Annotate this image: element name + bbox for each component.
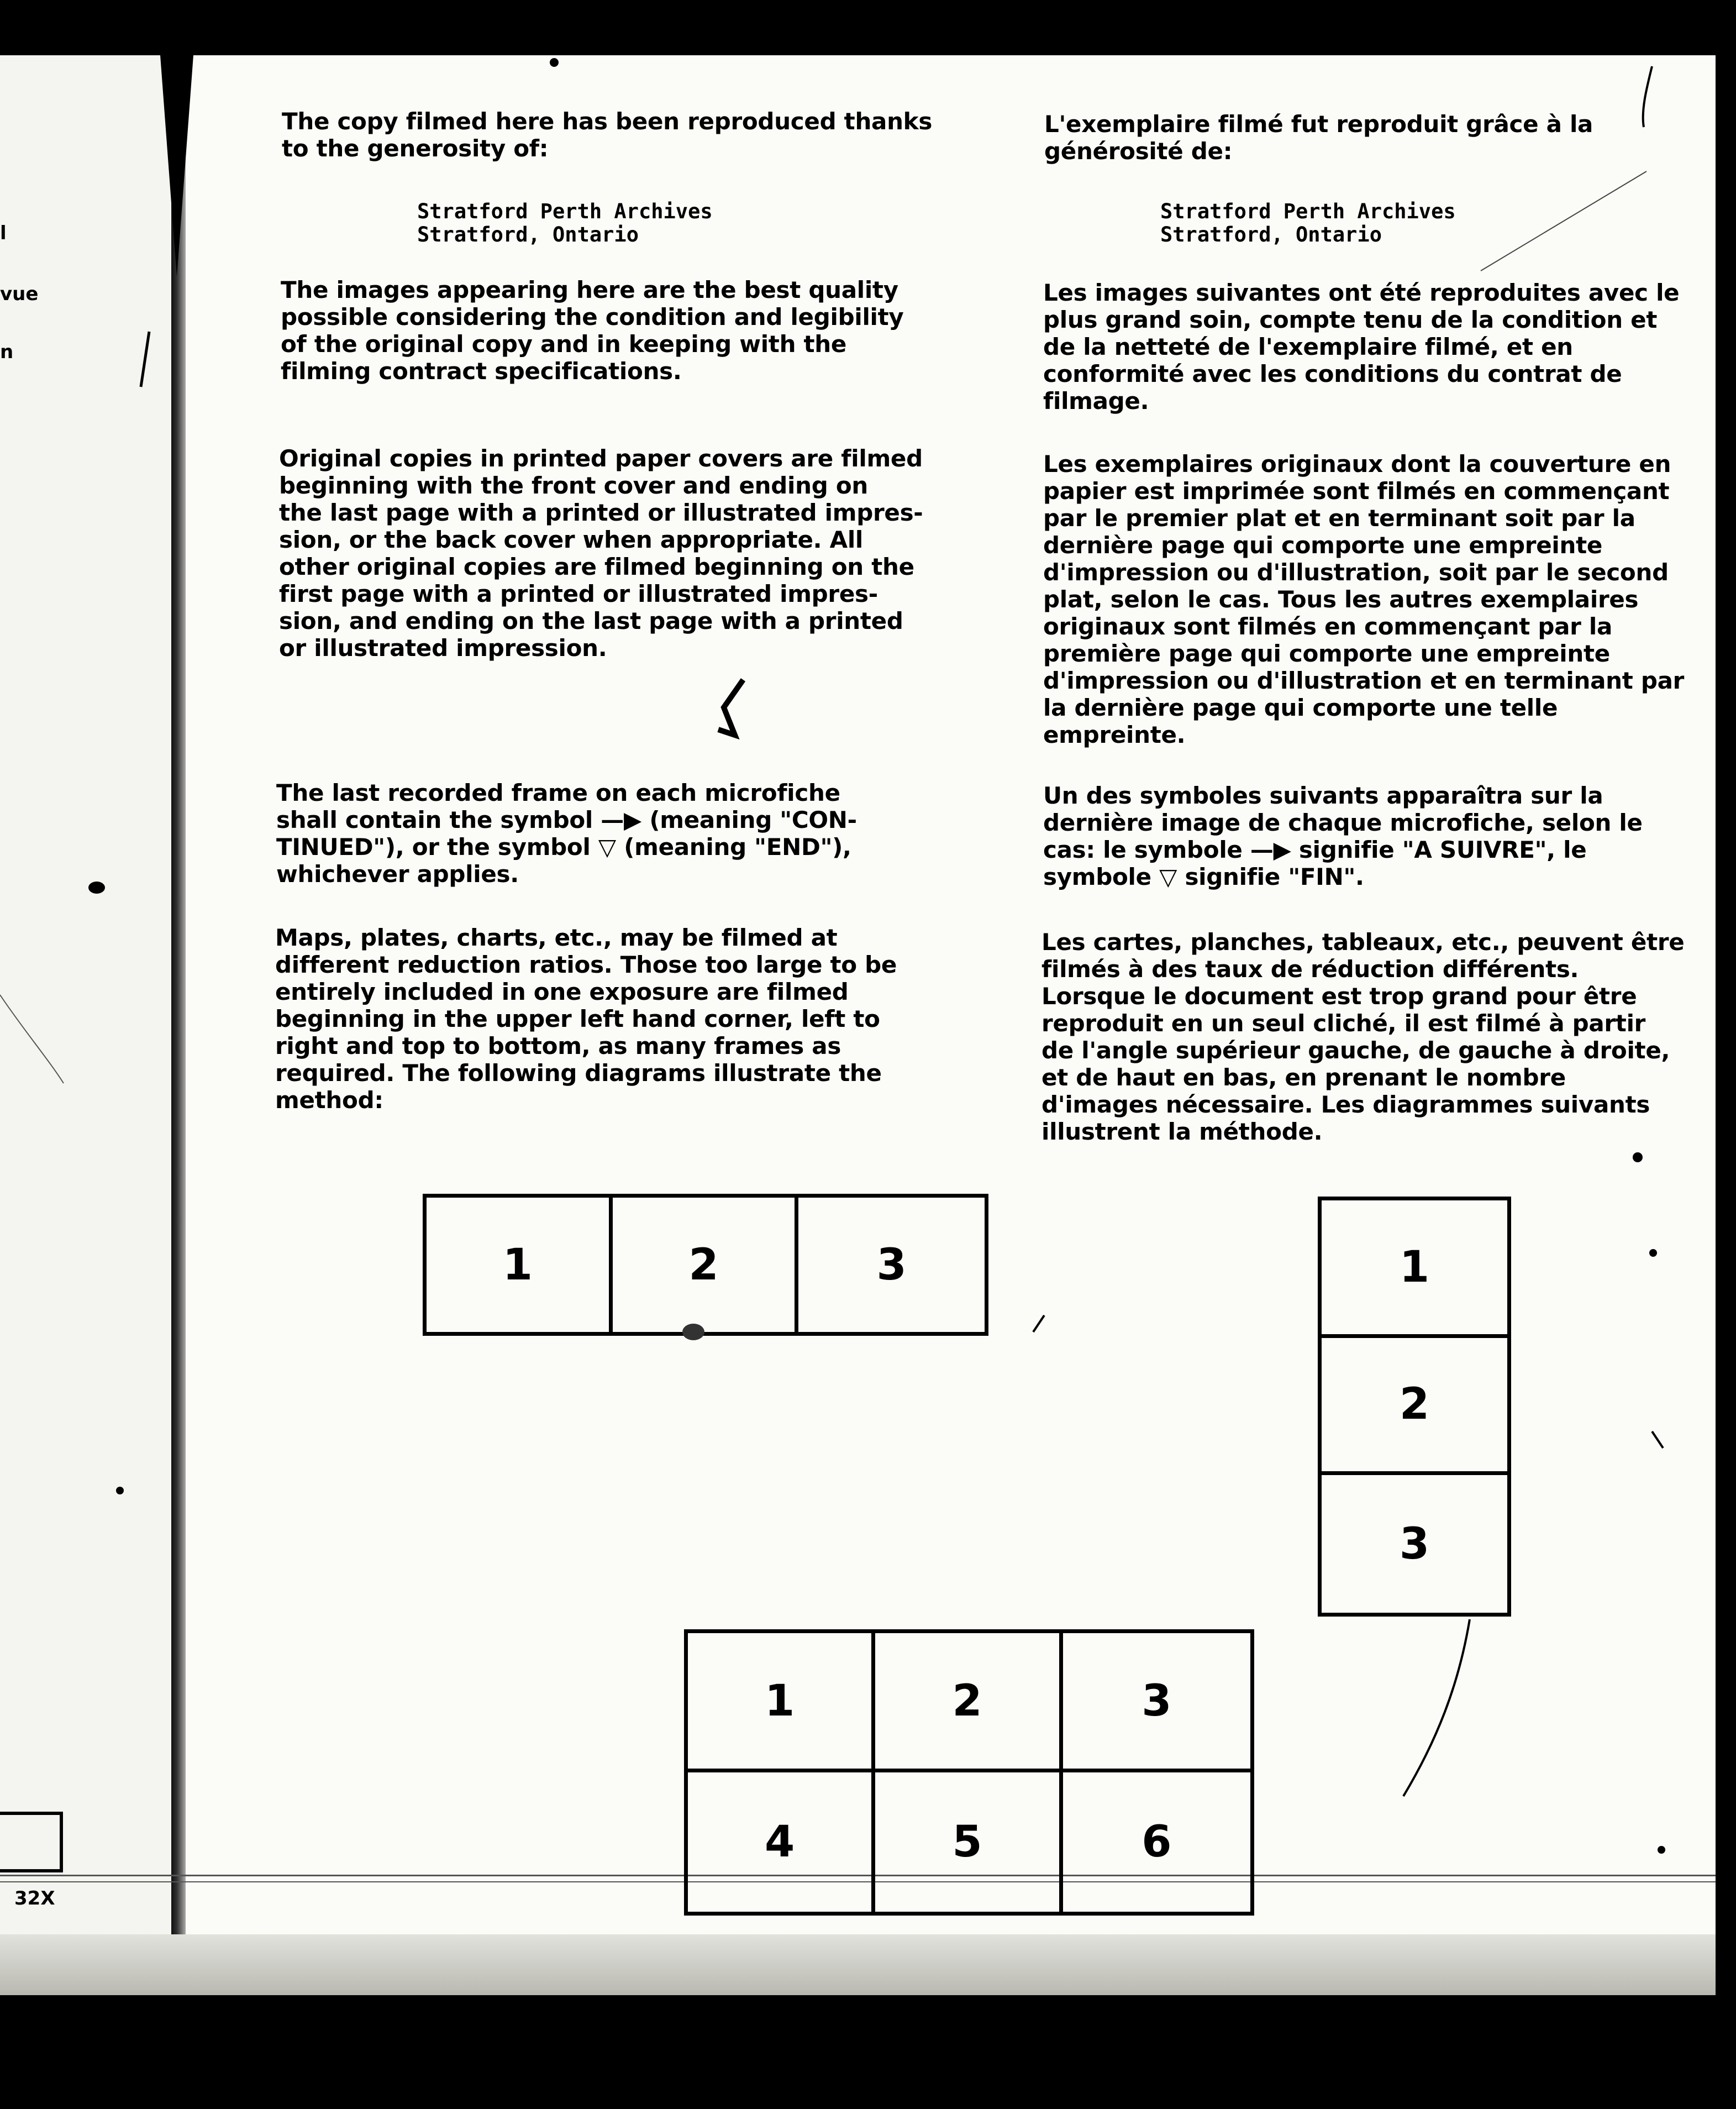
frame-cell: 1 [1322,1200,1507,1338]
frame-cell: 2 [613,1198,799,1332]
french-maps-paragraph: Les cartes, planches, tableaux, etc., peuvent être filmés à des taux de réduction différents. Lorsque le document est trop grand pour être reproduit en un seul cliché, il est filmé à partir de l'angle supérieur gauche, de gauche à droite, et de haut en bas, en prenant le nombre d'images nécessaire. Les diagrammes suivants illustrent la méthode. [1041,928,1685,1145]
english-covers-paragraph: Original copies in printed paper covers are filmed beginning with the front cover and ending on the last page with a printed or illustrated impres- sion, or the back cover when appropriate. All other original copies are filmed beginning on the first page with a printed or illustrated impres- sion, and ending on the last page with a printed or illustrated impression. [279,445,923,662]
margin-fragment: vue [0,283,39,305]
english-quality-paragraph: The images appearing here are the best quality possible considering the condition and legibility of the original copy and in keeping with the filming contract specifications. [281,276,904,385]
margin-fragment: n [0,341,14,363]
dust-speck [88,882,105,894]
frame-cell: 2 [875,1633,1062,1772]
french-intro: L'exemplaire filmé fut reproduit grâce à la générosité de: [1044,111,1593,165]
dust-speck [550,58,559,67]
french-quality-paragraph: Les images suivantes ont été reproduites avec le plus grand soin, compte tenu de la condition et de la netteté de l'exemplaire filmé, et en conformité avec les conditions du contrat de filmage. [1043,279,1680,415]
english-maps-paragraph: Maps, plates, charts, etc., may be filmed at different reduction ratios. Those too large to be entirely included in one exposure are filmed beginning in the upper left hand corner, left to right and top to bottom, as many frames as required. The following diagrams illustrate the method: [275,924,897,1114]
dust-speck [1658,1846,1665,1854]
french-institution: Stratford Perth Archives Stratford, Ontario [1160,200,1456,246]
frame-cell: 3 [1063,1633,1250,1772]
frame-cell: 5 [875,1772,1062,1912]
french-covers-paragraph: Les exemplaires originaux dont la couverture en papier est imprimée sont filmés en commençant par le premier plat et en terminant soit par la dernière page qui comporte une empreinte d'impression ou d'illustration, soit par le second plat, selon le cas. Tous les autres exemplaires originaux sont filmés en commençant par la première page qui comporte une empreinte d'impression ou d'illustration et en terminant par la dernière page qui comporte une telle empreinte. [1043,450,1685,748]
frame-cell: 6 [1141,1817,1172,1867]
dust-speck [1633,1152,1643,1162]
frame-cell: 1 [688,1633,875,1772]
frame-cell: 1 [427,1198,613,1332]
english-institution: Stratford Perth Archives Stratford, Ontario [417,200,713,246]
reduction-ratio-label: 32X [14,1887,55,1909]
dust-speck [682,1324,704,1340]
english-intro: The copy filmed here has been reproduced thanks to the generosity of: [282,108,933,162]
frame-cell: 3 [1399,1519,1430,1569]
english-symbols-paragraph: The last recorded frame on each microfiche shall contain the symbol —▶ (meaning "CON- TINUED"), or the symbol ▽ (meaning "END"), whichever applies. [276,779,857,888]
margin-fragment: l [0,222,7,244]
frame-cell: 2 [1322,1338,1507,1476]
dust-speck [1649,1249,1657,1257]
frame-cell: 4 [688,1772,875,1912]
dust-speck [116,1487,124,1494]
frame-cell: 3 [876,1240,907,1290]
french-symbols-paragraph: Un des symboles suivants apparaîtra sur la dernière image de chaque microfiche, selon le cas: le symbole —▶ signifie "A SUIVRE", le symbole ▽ signifie "FIN". [1043,782,1643,890]
